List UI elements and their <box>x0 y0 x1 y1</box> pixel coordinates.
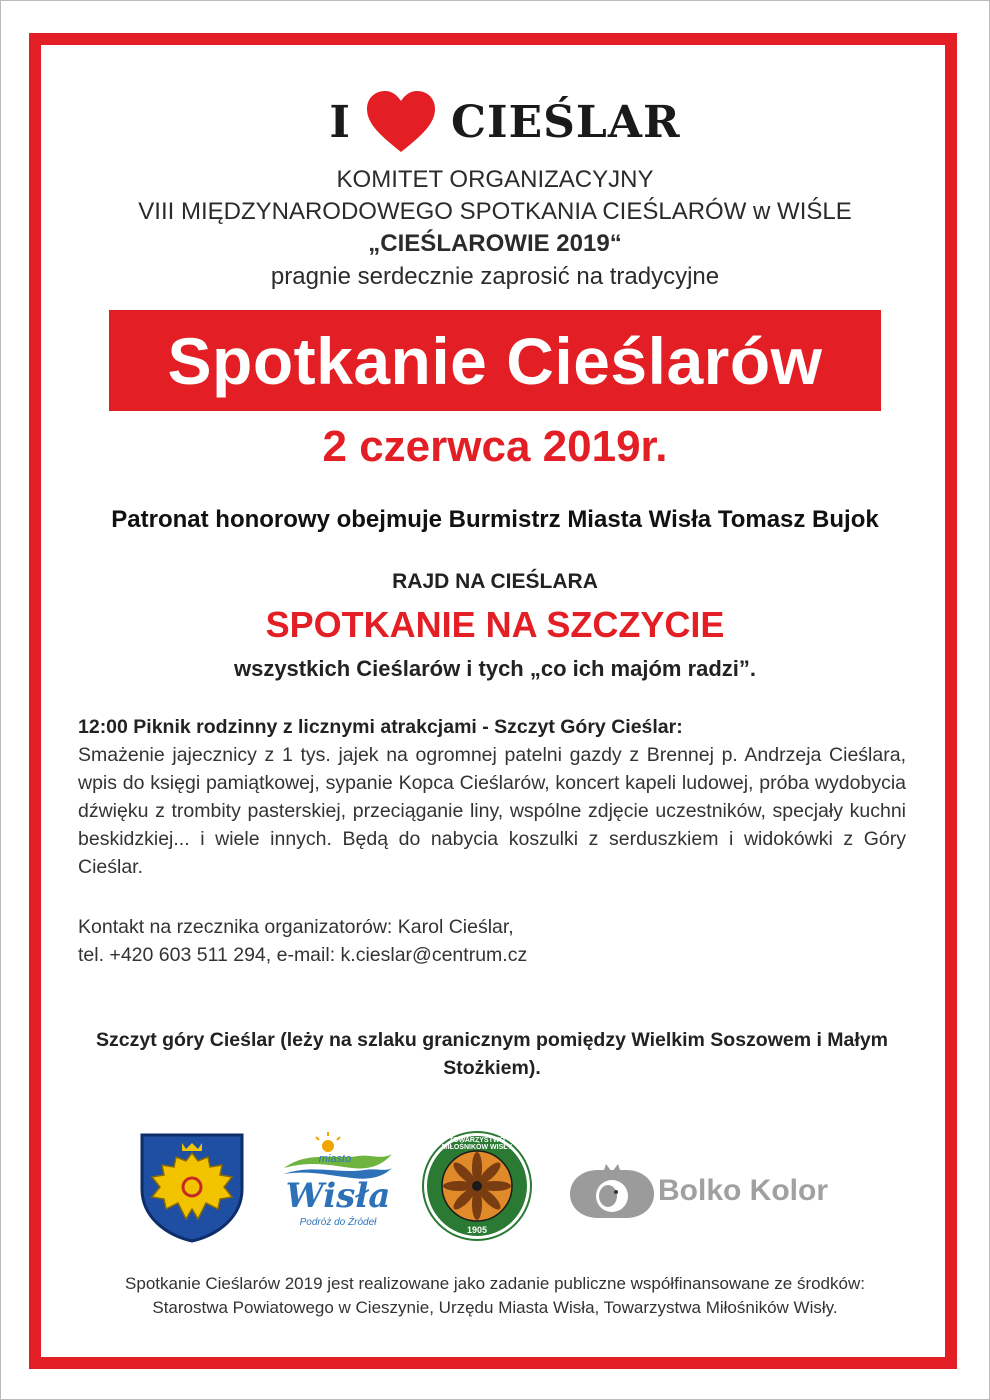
wisla-name: Wisła <box>285 1176 391 1216</box>
heart-icon <box>365 90 437 154</box>
event-date: 2 czerwca 2019r. <box>322 422 668 471</box>
location-note: Szczyt góry Cieślar (leży na szlaku granicznym pomiędzy Wielkim Soszowem i Małym Stożkiem). <box>96 1029 888 1079</box>
i-love-cieslar-logo <box>320 82 690 162</box>
bolko-kolor-logo <box>568 1158 848 1224</box>
tmw-year: 1905 <box>466 1225 488 1235</box>
patronage-line: Patronat honorowy obejmuje Burmistrz Miasta Wisła Tomasz Bujok <box>111 506 879 533</box>
rajd-heading: RAJD NA CIEŚLARA <box>392 570 598 593</box>
intro-line-4: pragnie serdecznie zaprosić na tradycyjne <box>270 263 720 290</box>
intro-line-1: KOMITET ORGANIZACYJNY <box>336 166 654 193</box>
summit-heading: SPOTKANIE NA SZCZYCIE <box>265 604 725 645</box>
logo-i: I <box>329 96 352 148</box>
title-banner: Spotkanie Cieślarów <box>109 310 881 411</box>
footer-line-1: Spotkanie Cieślarów 2019 jest realizowane jako zadanie publiczne współfinansowane ze środków: <box>125 1274 865 1293</box>
footer-line-2: Starostwa Powiatowego w Cieszynie, Urzędu Miasta Wisła, Towarzystwa Miłośników Wisły. <box>152 1298 838 1317</box>
program-heading: 12:00 Piknik rodzinny z licznymi atrakcjami - Szczyt Góry Cieślar: <box>78 716 683 738</box>
intro-line-3: „CIEŚLAROWIE 2019“ <box>368 230 622 257</box>
wisla-tagline: Podróż do Źródeł <box>299 1217 377 1228</box>
intro-line-2: VIII MIĘDZYNARODOWEGO SPOTKANIA CIEŚLARÓW w WIŚLE <box>138 198 852 225</box>
coat-of-arms-icon <box>136 1131 248 1243</box>
program-text: Smażenie jajecznicy z 1 tys. jajek na ogromnej patelni gazdy z Brennej p. Andrzeja Cieślara, wpis do księgi pamiątkowej, sypanie Kopca Cieślarów, koncert kapeli ludowej, próba wydobycia dźwięku z trombity pasterskiej, przeciąganie liny, wspólne zdjęcie uczestników, specjały kuchni beskidzkiej... i wiele innych. Będą do nabycia koszulki z serduszkiem i widokówki z Góry Cieślar. <box>78 744 906 878</box>
wisla-small-label: miasto <box>318 1153 352 1165</box>
bolko-dog-icon <box>568 1160 656 1222</box>
logo-word: CIEŚLAR <box>451 96 681 148</box>
all-cieslars-line: wszystkich Cieślarów i tych „co ich majóm radzi”. <box>233 656 757 681</box>
program-paragraph <box>78 713 906 881</box>
tmw-text: TOWARZYSTWO MIŁOŚNIKÓW WISŁY <box>441 1137 513 1151</box>
bolko-kolor-text: Bolko Kolor <box>658 1174 828 1207</box>
contact-line-1: Kontakt na rzecznika organizatorów: Karol Cieślar, <box>78 916 514 938</box>
contact-line-2: tel. +420 603 511 294, e-mail: k.cieslar@centrum.cz <box>78 944 528 966</box>
contact-block <box>78 913 906 969</box>
